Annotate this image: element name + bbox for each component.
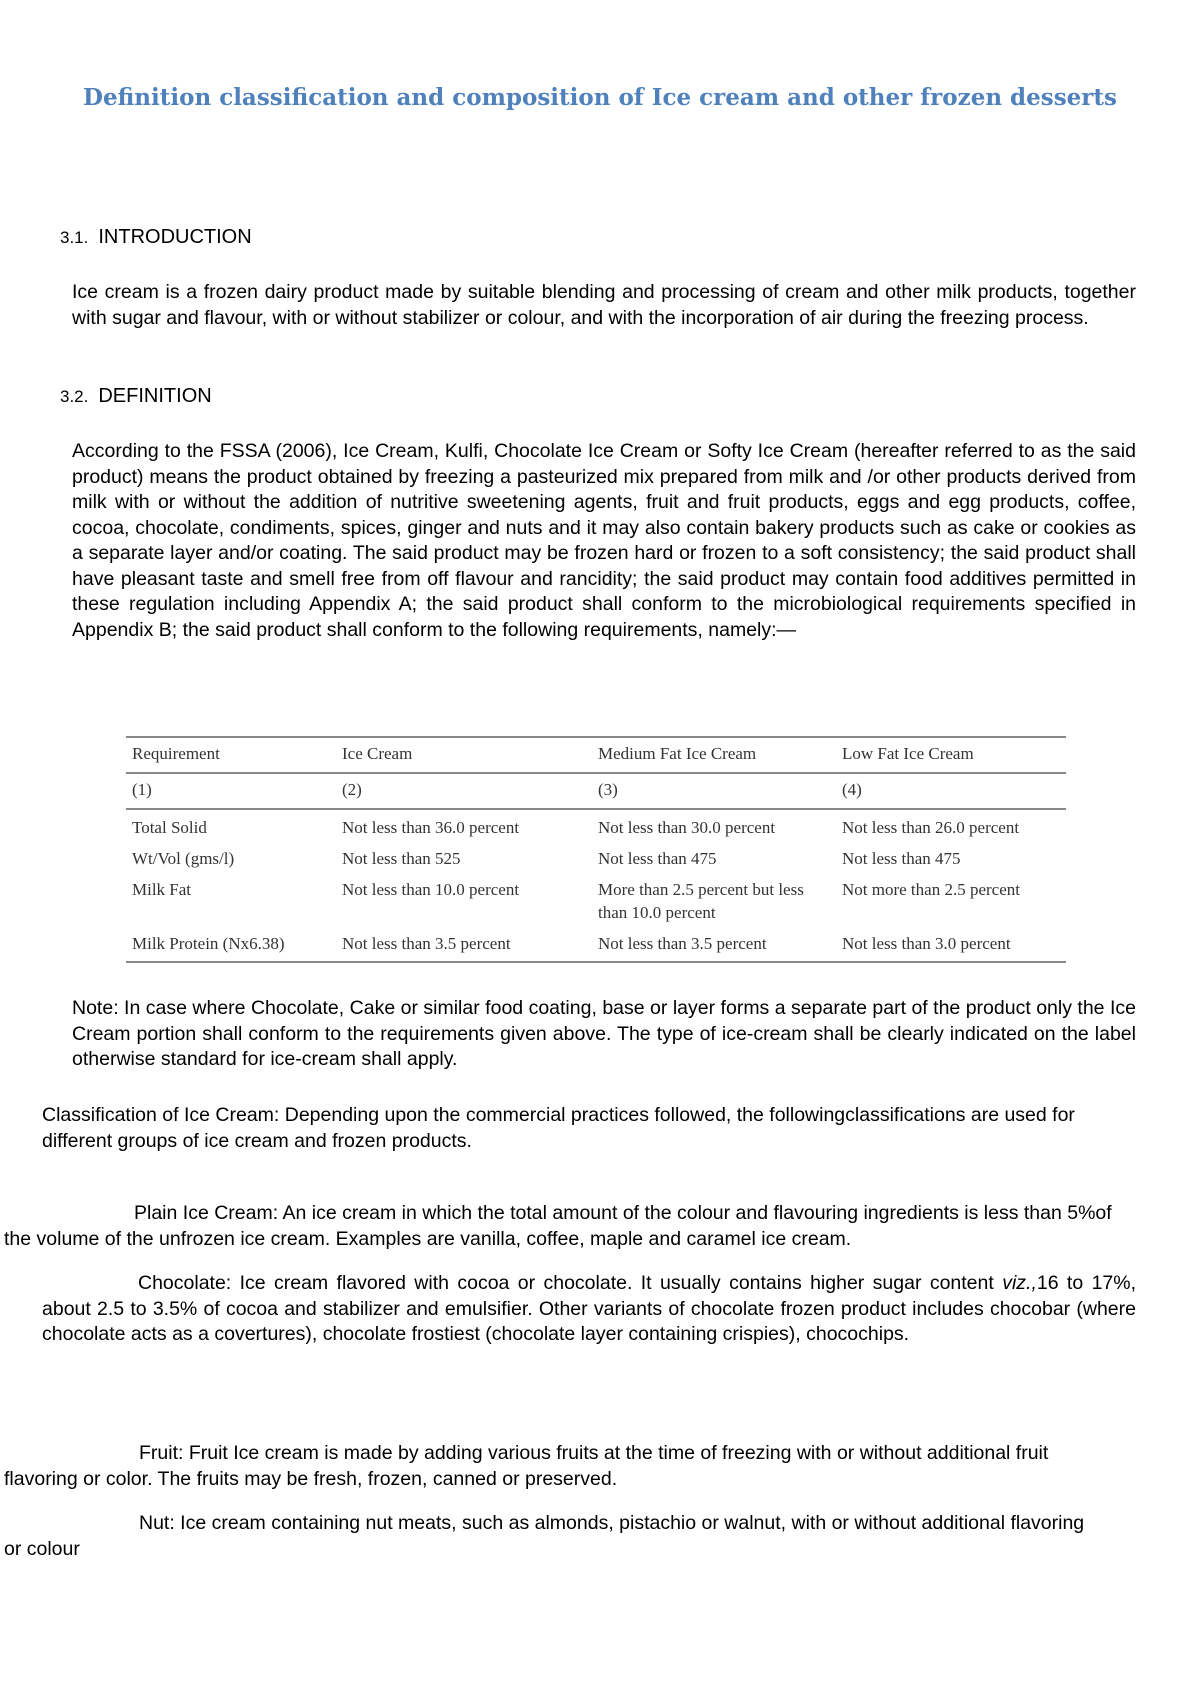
table-cell: Not less than 475: [842, 849, 961, 868]
table-cell: More than 2.5 percent but less than 10.0 percent: [598, 880, 804, 922]
table-header-cell: Low Fat Ice Cream: [836, 737, 1066, 773]
column-number-cell: (1): [126, 773, 336, 809]
table-cell: Not less than 3.5 percent: [336, 928, 592, 962]
chocolate-paragraph: [42, 1271, 1136, 1348]
nut-paragraph: [4, 1511, 1104, 1562]
section-number: 3.1.: [60, 228, 89, 247]
fruit-paragraph: [4, 1441, 1104, 1492]
table-row: [126, 809, 1066, 843]
introduction-paragraph: Ice cream is a frozen dairy product made by suitable blending and processing of cream and other milk products, together with sugar and flavour, with or without stabilizer or colour, and with the incorporation of air during the freezing process.: [72, 281, 1136, 329]
table-column-number-row: [126, 773, 1066, 809]
fruit-text: Fruit: Fruit Ice cream is made by adding various fruits at the time of freezing with or without additional fruit flavoring or color. The fruits may be fresh, frozen, canned or preserved.: [4, 1442, 1049, 1490]
table-cell: Wt/Vol (gms/l): [132, 849, 235, 868]
column-number-cell: (3): [592, 773, 836, 809]
table-cell: Not less than 525: [342, 849, 461, 868]
table-cell: Not less than 30.0 percent: [598, 818, 776, 837]
table-cell: Not less than 3.0 percent: [836, 928, 1066, 962]
section-number: 3.2.: [60, 387, 89, 406]
table-cell: Milk Protein (Nx6.38): [126, 928, 336, 962]
table-row: [126, 928, 1066, 962]
classification-paragraph: Classification of Ice Cream: Depending upon the commercial practices followed, the followingclassifications are used for different groups of ice cream and frozen products.: [42, 1104, 1075, 1152]
page-title: Definition classification and composition of Ice cream and other frozen desserts: [83, 84, 1117, 111]
table-header-cell: Requirement: [126, 737, 336, 773]
table-row: [126, 874, 1066, 928]
section-heading-introduction: [60, 226, 252, 249]
definition-paragraph: According to the FSSA (2006), Ice Cream, Kulfi, Chocolate Ice Cream or Softy Ice Cream (hereafter referred to as the said product) means the product obtained by freezing a pasteurized mix prepared from milk and /or other products derived from milk with or without the addition of nutritive sweetening agents, fruit and fruit products, eggs and egg products, coffee, cocoa, chocolate, condiments, spices, ginger and nuts and it may also contain bakery products such as cake or cookies as a separate layer and/or coating. The said product may be frozen hard or frozen to a soft consistency; the said product shall have pleasant taste and smell free from off flavour and rancidity; the said product may contain food additives permitted in these regulation including Appendix A; the said product shall conform to the microbiological requirements specified in Appendix B; the said product shall conform to the following requirements, namely:—: [72, 440, 1136, 641]
table-cell: Not less than 3.5 percent: [592, 928, 836, 962]
table-cell: Not more than 2.5 percent: [842, 880, 1020, 899]
table-cell: Not less than 26.0 percent: [842, 818, 1020, 837]
column-number-cell: (2): [336, 773, 592, 809]
nut-text: Nut: Ice cream containing nut meats, such as almonds, pistachio or walnut, with or without additional flavoring or colour: [4, 1512, 1085, 1560]
table-header-cell: Medium Fat Ice Cream: [592, 737, 836, 773]
table-cell: Not less than 36.0 percent: [342, 818, 520, 837]
column-number-cell: (4): [836, 773, 1066, 809]
note-paragraph: Note: In case where Chocolate, Cake or similar food coating, base or layer forms a separate part of the product only the Ice Cream portion shall conform to the requirements given above. The type of ice-cream shall be clearly indicated on the label otherwise standard for ice-cream shall apply.: [72, 997, 1136, 1070]
table-header-cell: Ice Cream: [336, 737, 592, 773]
section-heading-definition: [60, 385, 212, 408]
table-cell: Not less than 475: [598, 849, 717, 868]
plain-ice-cream-text: Plain Ice Cream: An ice cream in which the total amount of the colour and flavouring ingredients is less than 5%of the volume of the unfrozen ice cream. Examples are vanilla, coffee, maple and caramel ice cream.: [4, 1202, 1112, 1250]
table-header-row: [126, 737, 1066, 773]
chocolate-lead-text: Chocolate: Ice cream flavored with cocoa or chocolate. It usually contains higher sugar content: [138, 1272, 994, 1294]
chocolate-rest-text: 16 to 17%, about 2.5 to 3.5% of cocoa and stabilizer and emulsifier. Other variants of chocolate frozen product includes chocobar (where chocolate acts as a covertures), chocolate frostiest (chocolate layer containing crispies), chocochips.: [42, 1272, 1137, 1345]
requirements-table: [126, 736, 1066, 963]
table-cell: Total Solid: [132, 818, 207, 837]
plain-ice-cream-paragraph: [4, 1201, 1134, 1252]
section-title: INTRODUCTION: [98, 226, 252, 248]
section-title: DEFINITION: [98, 385, 212, 407]
table-cell: Milk Fat: [132, 880, 192, 899]
chocolate-viz-text: viz.,: [1002, 1272, 1037, 1294]
table-row: [126, 843, 1066, 874]
table-cell: Not less than 10.0 percent: [342, 880, 520, 899]
